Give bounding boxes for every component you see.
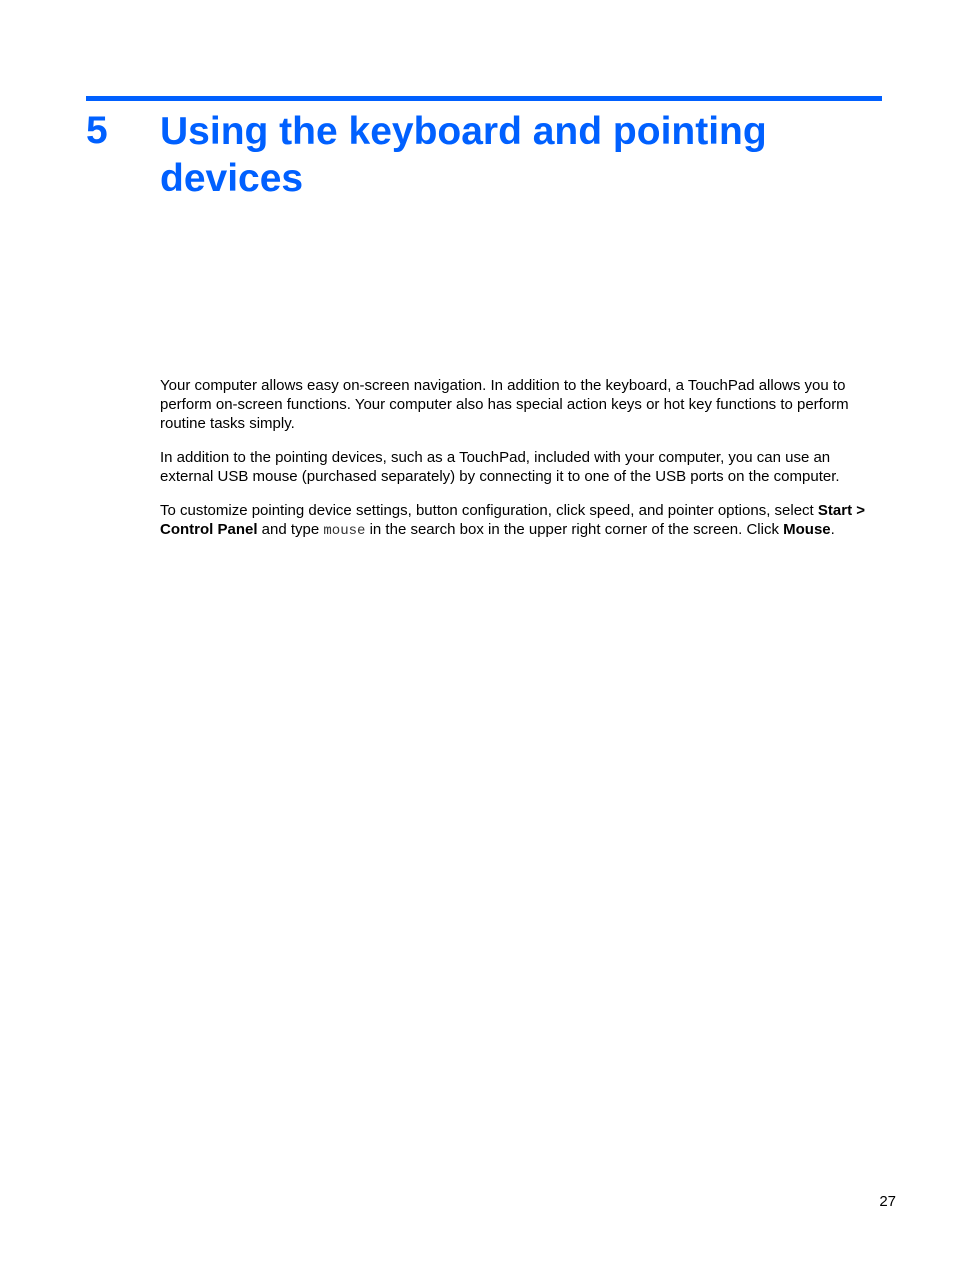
chapter-body [160, 376, 884, 556]
chapter-number: 5 [86, 109, 108, 152]
paragraph-external-mouse: In addition to the pointing devices, such as a TouchPad, included with your computer, you can use an external USB mouse (purchased separately) by connecting it to one of the USB ports on the computer. [160, 449, 840, 485]
paragraph-customize-text-3: in the search box in the upper right corner of the screen. Click [365, 521, 784, 538]
mouse-link-label: Mouse [783, 521, 831, 538]
paragraph-customize-text-1: To customize pointing device settings, button configuration, click speed, and pointer options, select [160, 502, 818, 519]
paragraph-customize-text-2: and type [257, 521, 324, 538]
chapter-rule [86, 96, 882, 101]
search-term-mouse: mouse [323, 523, 366, 539]
paragraph-customize-text-4: . [830, 521, 835, 538]
paragraph-intro: Your computer allows easy on-screen navigation. In addition to the keyboard, a TouchPad allows you to perform on-screen functions. Your computer also has special action keys or hot key functions to perform routine tasks simply. [160, 377, 849, 432]
chapter-title: Using the keyboard and pointing devices [160, 110, 767, 200]
page-number: 27 [879, 1193, 896, 1210]
menu-path-start-control-panel: Start > Control Panel [160, 502, 865, 538]
paragraph-customize [160, 501, 884, 541]
